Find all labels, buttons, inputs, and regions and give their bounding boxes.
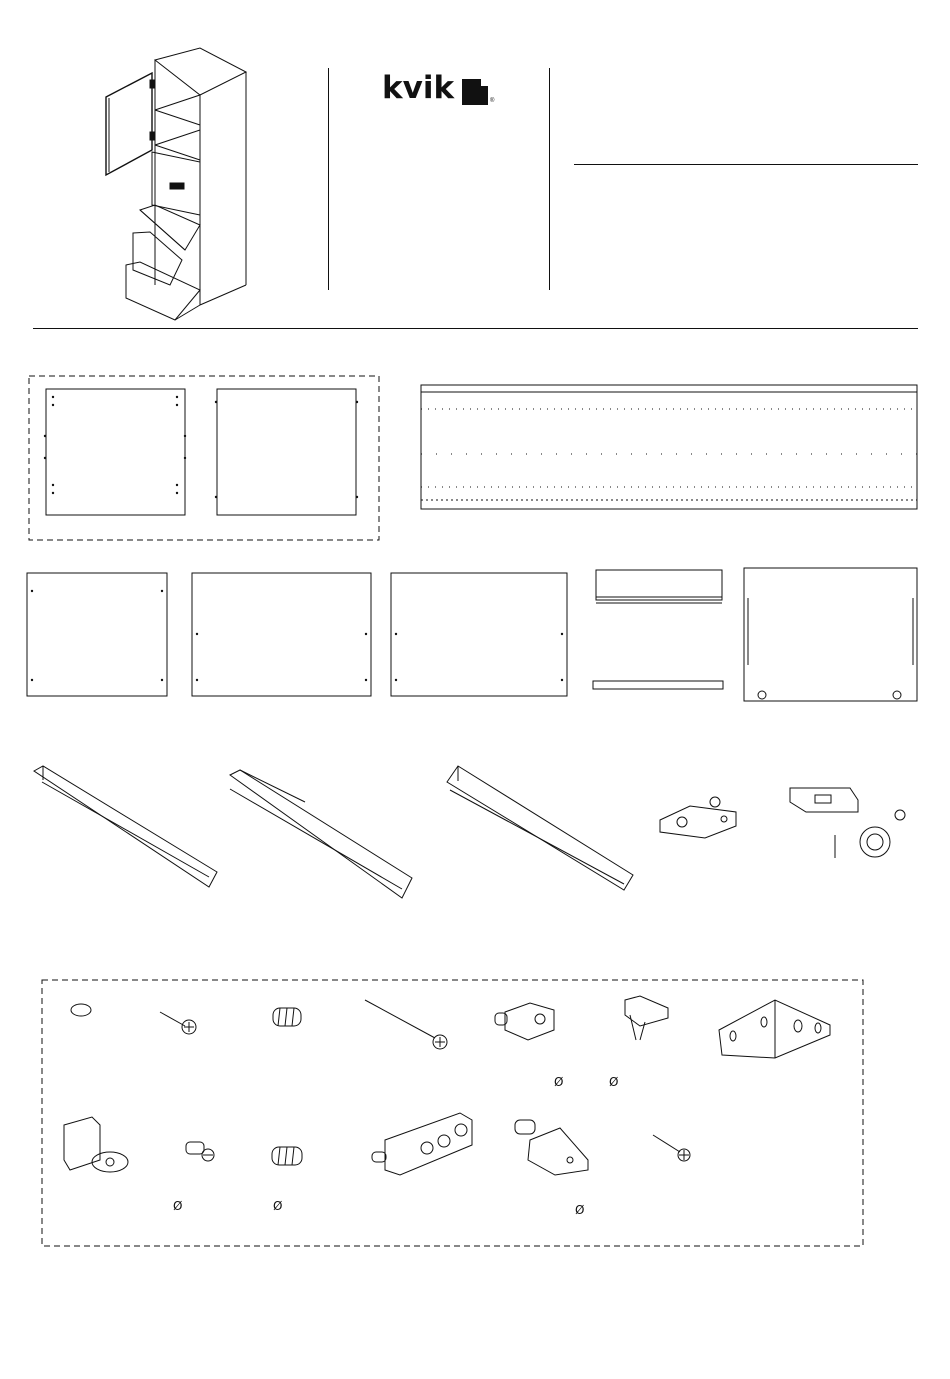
screw-small-icon bbox=[653, 1135, 690, 1161]
connector-icon bbox=[515, 1120, 588, 1175]
angle-bracket-icon bbox=[719, 1000, 830, 1058]
short-screw-icon bbox=[186, 1142, 214, 1161]
diameter-label-1: Ø bbox=[554, 1075, 564, 1089]
diameter-label-5: Ø bbox=[575, 1203, 585, 1217]
foot-bracket-icon bbox=[64, 1117, 128, 1172]
diameter-label-4: Ø bbox=[273, 1199, 283, 1213]
diameter-label-3: Ø bbox=[173, 1199, 183, 1213]
screw-icon bbox=[160, 1012, 196, 1034]
brand-logo: kvik bbox=[382, 70, 455, 106]
dowel-icon bbox=[273, 1008, 301, 1026]
washer-icon bbox=[71, 1004, 91, 1016]
dowel-small-icon bbox=[272, 1147, 302, 1165]
shelf-pin-icon bbox=[625, 996, 668, 1040]
bracket-plate-icon bbox=[372, 1113, 472, 1175]
shelf-support-icon bbox=[495, 1003, 554, 1040]
registered-mark: ® bbox=[490, 98, 495, 104]
long-screw-icon bbox=[365, 1000, 447, 1049]
diameter-label-2: Ø bbox=[609, 1075, 619, 1089]
